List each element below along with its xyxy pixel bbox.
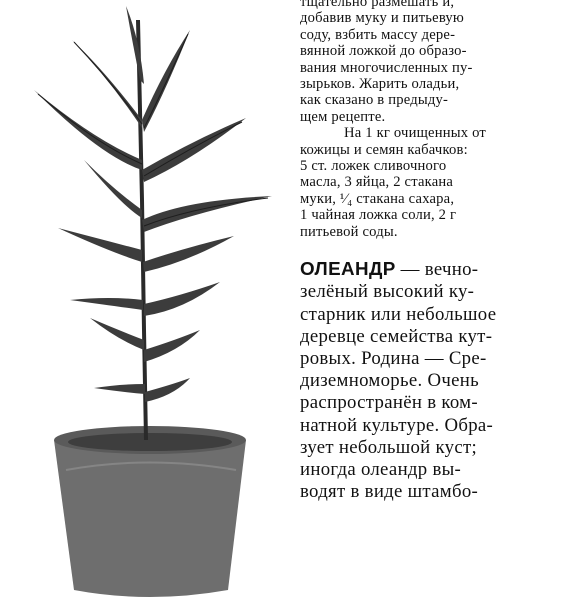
article-line: деревце семейства кут- xyxy=(300,325,493,347)
article-first-line-rest: — вечно- xyxy=(395,259,479,281)
recipe-line: вянной ложкой до образо- xyxy=(300,43,467,60)
article-line: ровых. Родина — Сре- xyxy=(300,347,487,369)
article-line: зует небольшой куст; xyxy=(300,436,478,458)
article-line: старник или небольшое xyxy=(300,303,497,325)
article-line: зелёный высокий ку- xyxy=(300,281,475,303)
ingredients-line: кожицы и семян кабачков: xyxy=(300,141,468,158)
recipe-line: добавив муку и питьевую xyxy=(300,10,465,27)
recipe-continuation xyxy=(300,0,570,125)
article-line: натной культуре. Обра- xyxy=(300,414,494,436)
text-column xyxy=(300,0,570,503)
recipe-line: соду, взбить массу дере- xyxy=(300,26,456,43)
recipe-line: щем рецепте. xyxy=(300,108,386,125)
ingredients-line: питьевой соды. xyxy=(300,223,398,240)
article-first-line xyxy=(300,258,570,281)
ingredients-line: 1 чайная ложка соли, 2 г xyxy=(300,207,457,224)
article-line: иногда олеандр вы- xyxy=(300,458,462,480)
article-line: водят в виде штамбо- xyxy=(300,481,479,503)
ingredients-line: На 1 кг очищенных от xyxy=(344,125,486,142)
recipe-line: как сказано в предыду- xyxy=(300,92,449,109)
ingredients-line: 5 ст. ложек сливочного xyxy=(300,158,447,175)
recipe-line: тщательно размешать и, xyxy=(300,0,455,10)
ingredients-line: муки, ¹⁄₄ стакана сахара, xyxy=(300,190,455,207)
recipe-line: вания многочисленных пу- xyxy=(300,59,473,76)
recipe-line: зырьков. Жарить оладьи, xyxy=(300,76,460,93)
article-line: диземноморье. Очень xyxy=(300,370,479,392)
article-line: распространён в ком- xyxy=(300,392,478,414)
oleander-photo xyxy=(14,0,284,600)
oleander-article xyxy=(300,258,570,503)
article-headword: ОЛЕАНДР xyxy=(300,258,396,280)
ingredients-paragraph xyxy=(300,125,570,240)
ingredients-line: масла, 3 яйца, 2 стакана xyxy=(300,174,454,191)
